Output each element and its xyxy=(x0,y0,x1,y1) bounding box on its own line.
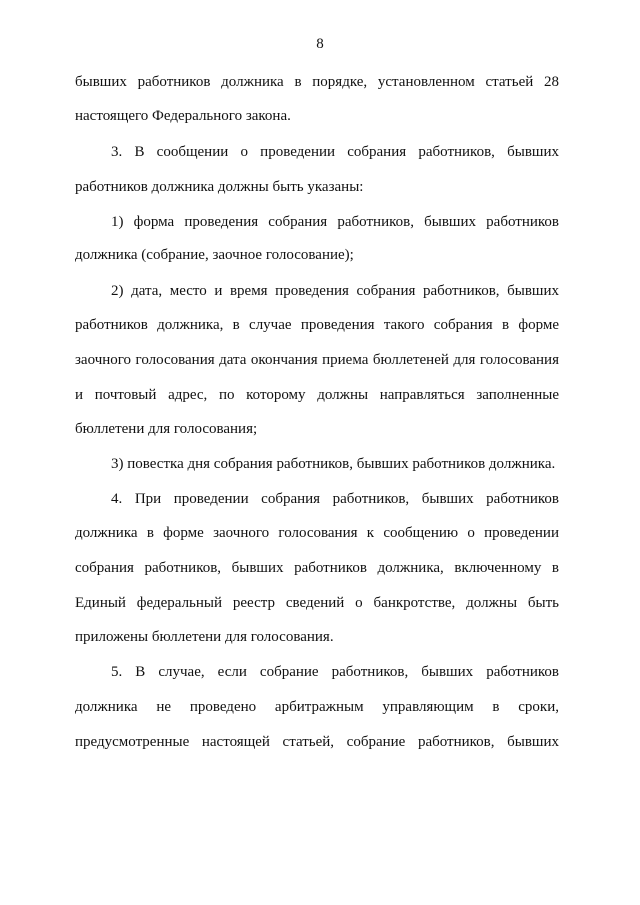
text-line: 4. При проведении собрания работников, бывших работников xyxy=(111,491,559,507)
text-line: работников должника должны быть указаны: xyxy=(75,179,364,195)
text-line: должника в форме заочного голосования к сообщению о проведении xyxy=(75,525,559,541)
text-line: и почтовый адрес, по которому должны направляться заполненные xyxy=(75,387,559,403)
text-line: бывших работников должника в порядке, установленном статьей 28 xyxy=(75,74,559,90)
text-line: Единый федеральный реестр сведений о банкротстве, должны быть xyxy=(75,595,559,611)
page-number: 8 xyxy=(316,36,324,52)
text-line: 5. В случае, если собрание работников, бывших работников xyxy=(111,664,559,680)
text-line: приложены бюллетени для голосования. xyxy=(75,629,334,645)
text-line: 3) повестка дня собрания работников, бывших работников должника. xyxy=(111,456,556,472)
text-line: предусмотренные настоящей статьей, собрание работников, бывших xyxy=(75,734,559,750)
text-line: собрания работников, бывших работников должника, включенному в xyxy=(75,560,559,576)
text-line: настоящего Федерального закона. xyxy=(75,108,291,124)
text-line: 2) дата, место и время проведения собрания работников, бывших xyxy=(111,283,559,299)
text-line: бюллетени для голосования; xyxy=(75,421,258,437)
text-line: должника (собрание, заочное голосование); xyxy=(75,247,354,263)
text-line: 1) форма проведения собрания работников, бывших работников xyxy=(111,214,559,230)
text-line: работников должника, в случае проведения такого собрания в форме xyxy=(75,317,559,333)
text-line: должника не проведено арбитражным управляющим в сроки, xyxy=(75,699,559,715)
text-line: заочного голосования дата окончания приема бюллетеней для голосования xyxy=(75,352,559,368)
text-line: 3. В сообщении о проведении собрания работников, бывших xyxy=(111,144,559,160)
